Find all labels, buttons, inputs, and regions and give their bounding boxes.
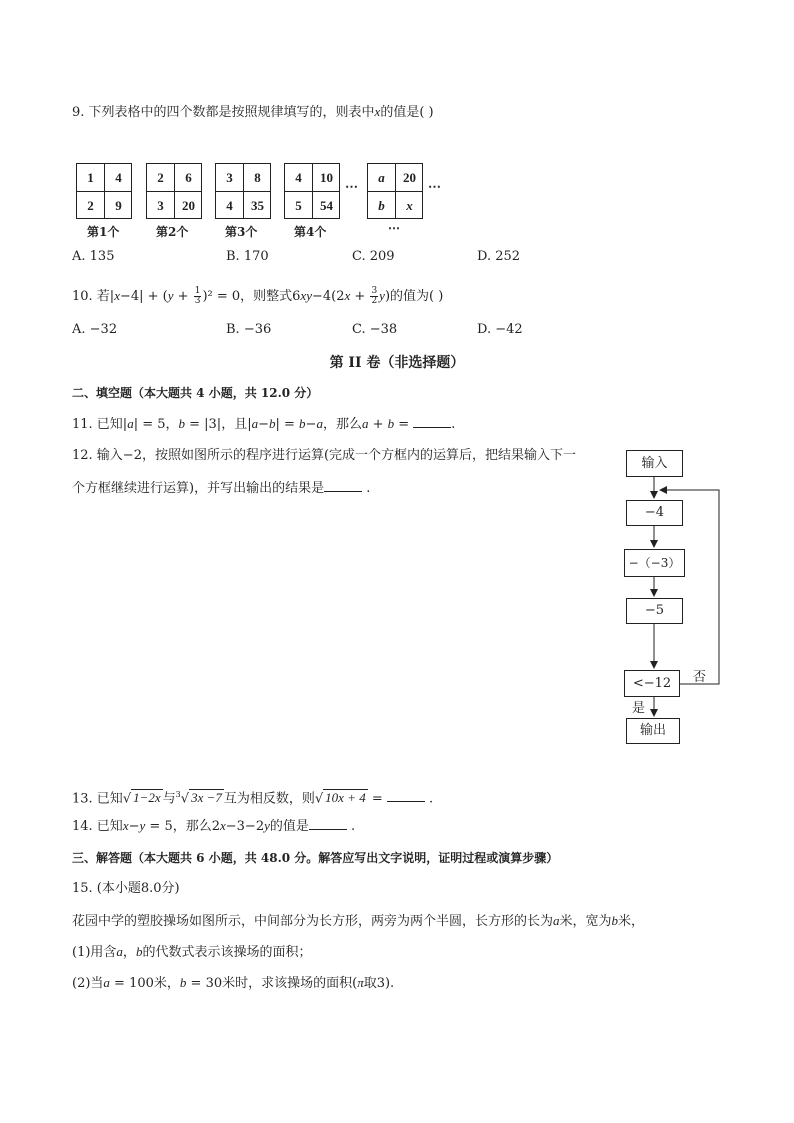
grid-cell: x xyxy=(406,198,413,213)
grid-cell: 2 xyxy=(157,170,164,185)
grid-cell: 3 xyxy=(157,198,164,213)
grid-cell: 1 xyxy=(87,170,94,185)
grid-cell: 5 xyxy=(295,198,302,213)
option-b[interactable]: B. 170 xyxy=(226,249,269,264)
q13-stem: 13. 已知√ 1−2x 与$^3$√ 3x −7 互为相反数，则√ 10x + 4 = . xyxy=(72,790,434,807)
q11-stem: 11. 已知|a| = 5，b = |3|，且|a−b| = b−a，那么a + b = . xyxy=(72,416,456,432)
q10-stem: 10. 若|x−4| + (y + $\frac{1}{3}$ )² = 0，则整式6xy−4(2x + $\frac{3}{2}$ y)的值为( ) xyxy=(72,286,444,306)
option-b[interactable]: B. −36 xyxy=(226,322,272,337)
grid-cell: 9 xyxy=(115,198,122,213)
grid-cell: 2 xyxy=(87,198,94,213)
grid-cell: 8 xyxy=(254,170,261,185)
option-a[interactable]: A. −32 xyxy=(72,322,118,337)
grid-cell: 10 xyxy=(320,170,333,185)
flow-no-label: 否 xyxy=(693,670,707,685)
section-heading: 三、解答题（本大题共 6 小题，共 48.0 分。解答应写出文字说明，证明过程或演算步骤） xyxy=(72,851,559,865)
option-a[interactable]: A. 135 xyxy=(72,249,115,264)
grid-cell: 54 xyxy=(320,198,333,213)
q14-stem: 14. 已知x−y = 5，那么2x−3−2y的值是 . xyxy=(72,818,356,834)
grid-cell: 4 xyxy=(295,170,302,185)
grid-caption: 第1个 xyxy=(87,225,120,239)
ellipsis: ⋯ xyxy=(345,180,358,195)
q15-part1: (1)用含a，b的代数式表示该操场的面积； xyxy=(72,944,312,960)
section-heading: 二、填空题（本大题共 4 小题，共 12.0 分） xyxy=(72,386,319,400)
grid-cell: 4 xyxy=(226,198,233,213)
fraction: $\frac{3}{2}$ xyxy=(371,286,378,306)
option-d[interactable]: D. −42 xyxy=(477,322,523,337)
grid-cell: 3 xyxy=(226,170,233,185)
flow-step-subtract-4: −4 xyxy=(626,500,683,526)
grid-cell: 6 xyxy=(185,170,192,185)
flow-output-box: 输出 xyxy=(626,718,680,744)
part-title: 第 II 卷（非选择题） xyxy=(329,355,465,371)
fraction: $\frac{1}{3}$ xyxy=(194,286,201,306)
grid-cell: 20 xyxy=(182,198,195,213)
flow-condition-box: <−12 xyxy=(624,670,680,697)
grid-caption: 第2个 xyxy=(156,225,189,239)
q12-line2: 个方框继续进行运算)，并写出输出的结果是 . xyxy=(72,481,371,496)
flow-step-subtract-5: −5 xyxy=(626,598,683,624)
grid-caption: 第3个 xyxy=(225,225,258,239)
grid-caption: ⋯ xyxy=(388,221,400,235)
grid-caption: 第4个 xyxy=(294,225,327,239)
q15-head: 15. (本小题8.0分) xyxy=(72,881,180,896)
ellipsis: ⋯ xyxy=(428,180,441,195)
option-c[interactable]: C. 209 xyxy=(352,249,395,264)
answer-blank[interactable] xyxy=(387,789,425,802)
flow-step-subtract-neg3: −（−3） xyxy=(624,549,685,577)
q9-stem: 9. 下列表格中的四个数都是按照规律填写的，则表中x的值是( ) xyxy=(72,104,434,120)
grid-cell: 20 xyxy=(403,170,416,185)
flow-yes-label: 是 xyxy=(632,701,646,716)
option-c[interactable]: C. −38 xyxy=(352,322,398,337)
q12-line1: 12. 输入−2，按照如图所示的程序进行运算(完成一个方框内的运算后，把结果输入下一 xyxy=(72,448,577,463)
grid-cell: a xyxy=(378,170,385,185)
grid-cell: 35 xyxy=(251,198,264,213)
q15-para1: 花园中学的塑胶操场如图所示，中间部分为长方形，两旁为两个半圆，长方形的长为a米，宽为b米， xyxy=(72,913,645,929)
answer-blank[interactable] xyxy=(309,817,347,830)
q15-part2: (2)当a = 100米，b = 30米时，求该操场的面积(π取3). xyxy=(72,975,395,991)
flow-input-box: 输入 xyxy=(626,450,683,477)
grid-cell: b xyxy=(378,198,385,213)
grid-cell: 4 xyxy=(115,170,122,185)
option-d[interactable]: D. 252 xyxy=(477,249,521,264)
